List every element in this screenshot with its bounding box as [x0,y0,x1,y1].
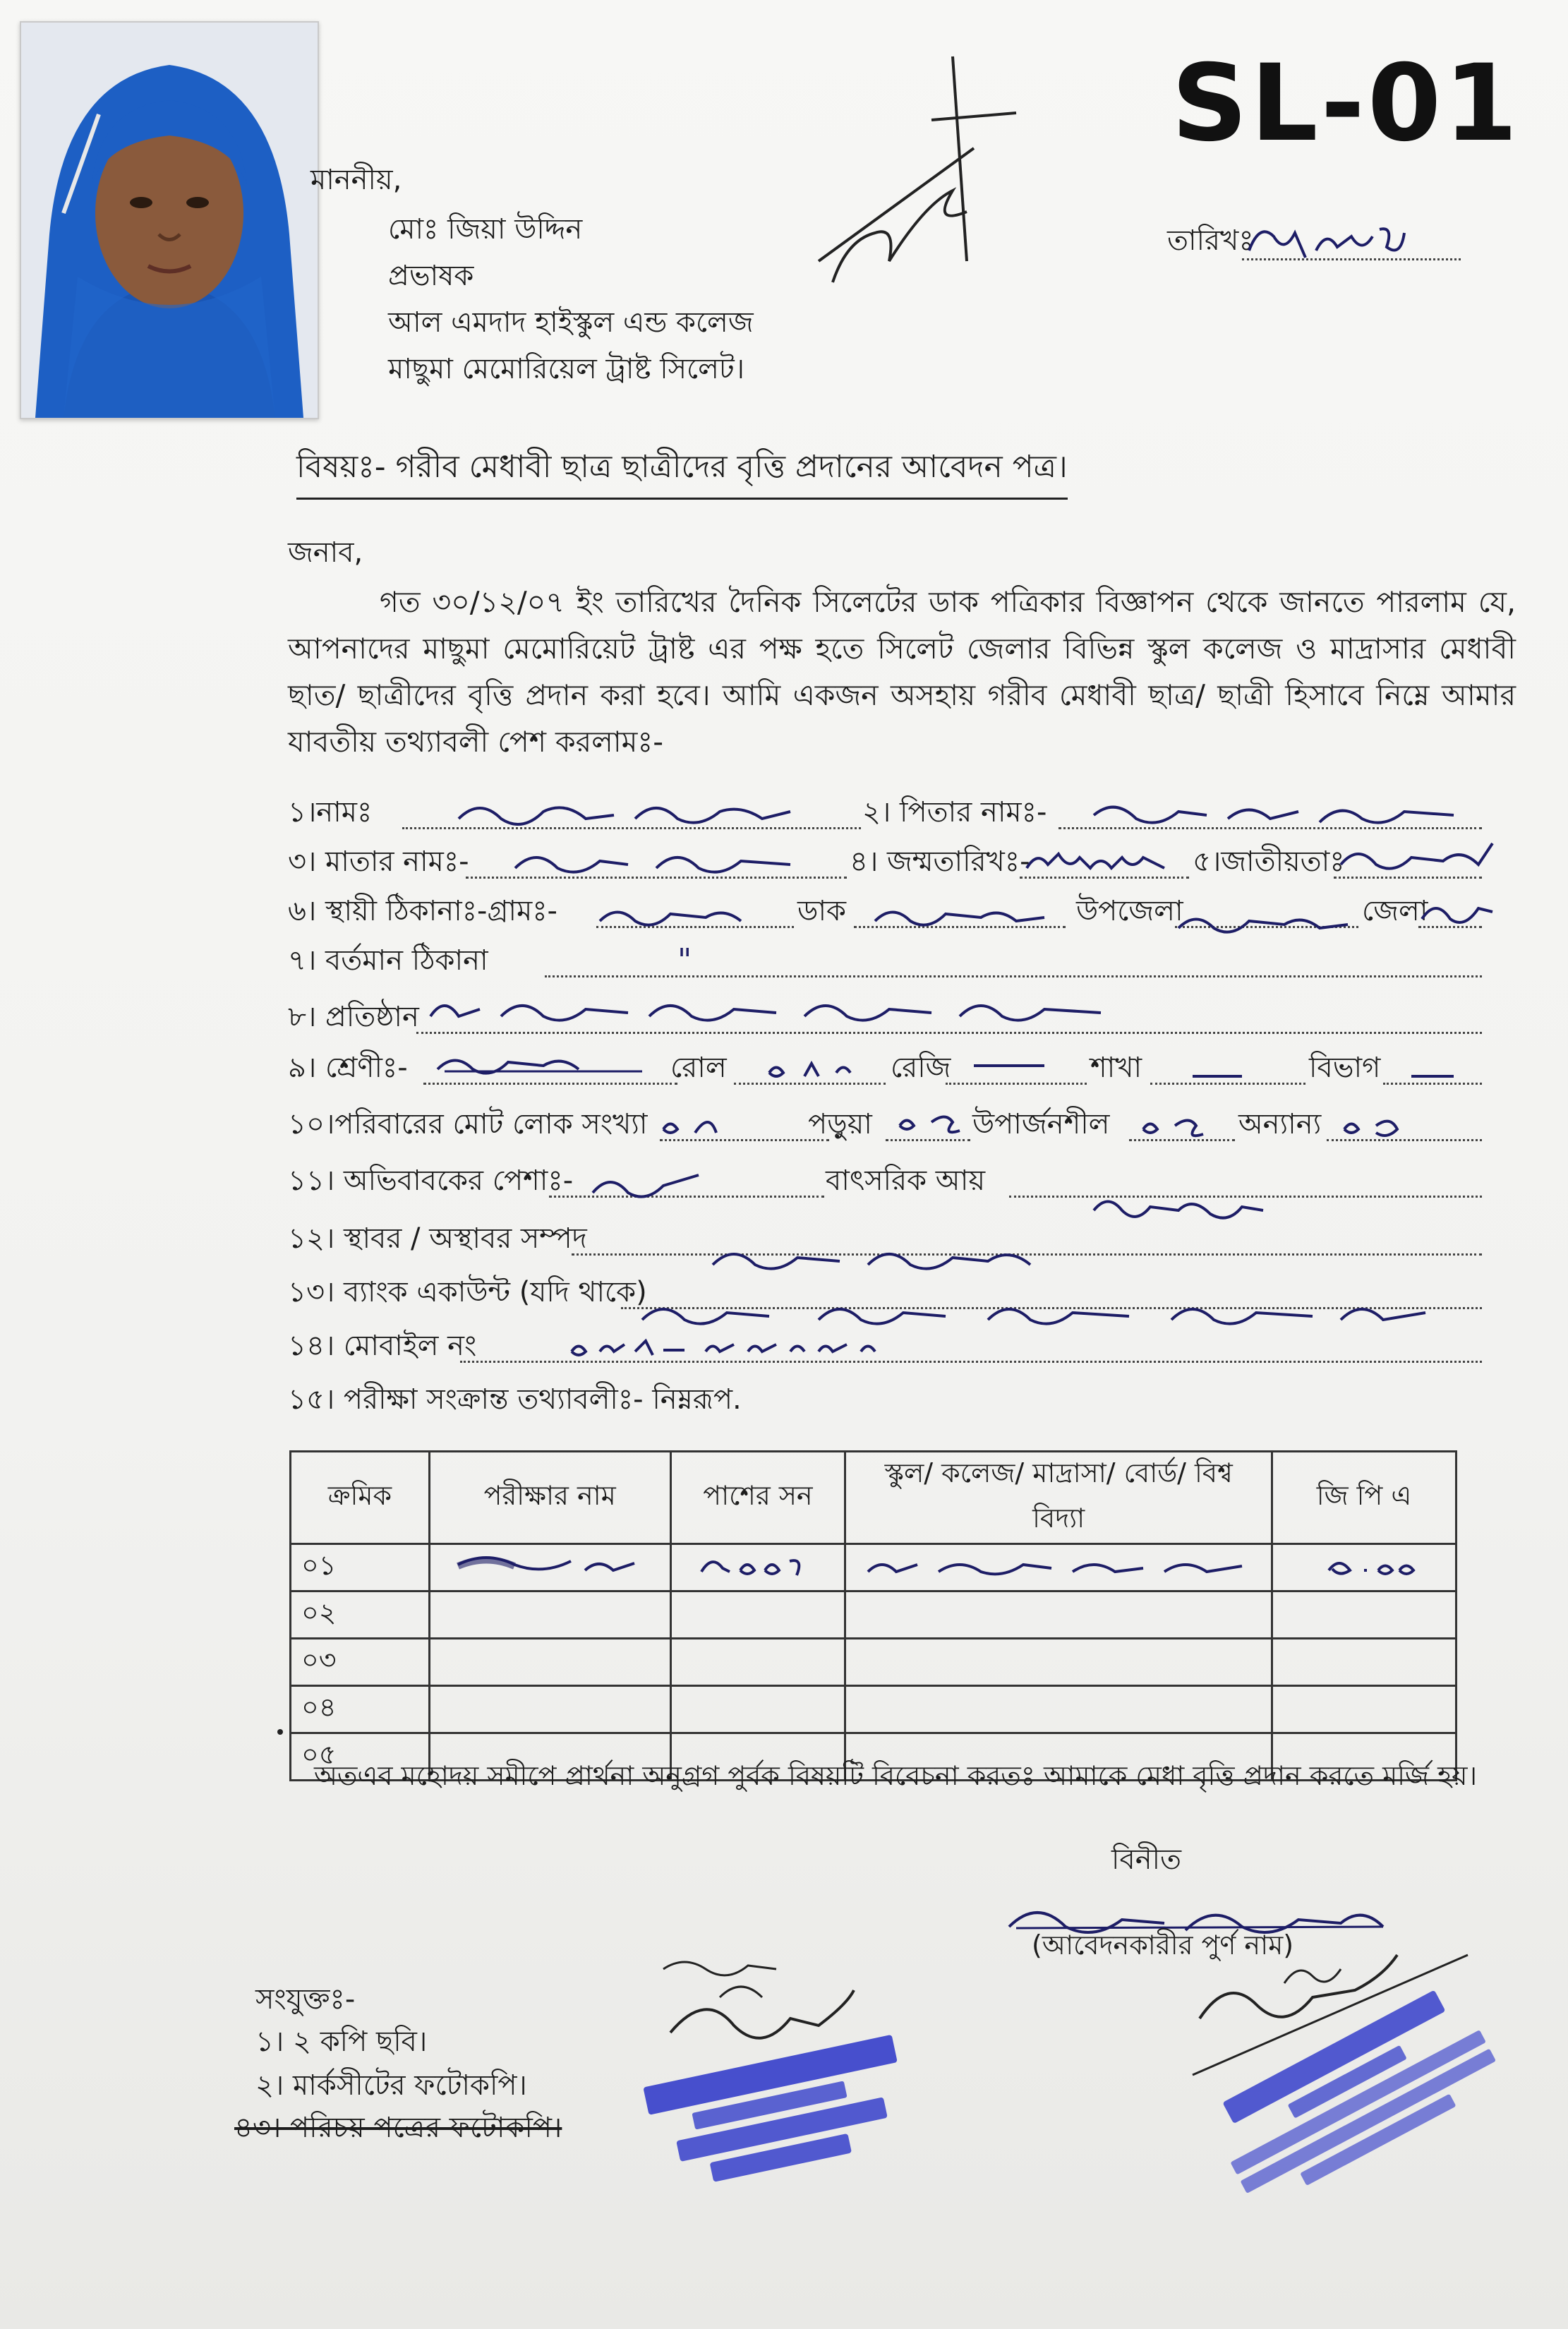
field-assets-label: ১২। স্থাবর / অস্থাবর সম্পদ [288,1222,587,1255]
field-current-address-label: ৭। বর্তমান ঠিকানা [288,944,488,977]
field-address-label: ৬। স্থায়ী ঠিকানাঃ-গ্রামঃ- [288,895,557,927]
post-handwriting [868,896,1051,932]
officer-stamp [1171,1934,1538,2230]
institution-handwriting [423,988,1115,1030]
vinito-label: বিনীত [1111,1843,1182,1876]
table-row [291,1591,1457,1639]
field-earners-label: উপার্জনশীল [972,1108,1110,1141]
ink-dot [277,1729,283,1735]
field-exam-info-label: ১৫। পরীক্ষা সংক্রান্ত তথ্যাবলীঃ- নিম্নরূপ. [288,1383,742,1416]
table-row [291,1686,1457,1733]
assets-handwriting [706,1236,1044,1279]
mobile-handwriting [565,1330,903,1366]
recipient-trust: মাছুমা মেমোরিয়েল ট্রাষ্ট সিলেট। [388,353,745,385]
field-roll-label: রোল [670,1052,727,1084]
dob-handwriting [1023,843,1186,879]
district-handwriting [1418,891,1496,933]
recipient-name: মোঃ জিয়া উদ্দিন [388,213,583,246]
field-branch-label: শাখা [1090,1052,1142,1084]
field-dob-label: ৪। জম্মতারিখঃ- [850,845,1030,878]
attachment-item: ২। মার্কসীটের ফটোকপি। [255,2069,527,2102]
earners-count-handwriting [1136,1112,1207,1140]
father-handwriting [1087,790,1468,833]
field-family-label: ১০।পরিবারের মোট লোক সংখ্যা [288,1108,648,1141]
field-upazila-label: উপজেলা [1076,895,1183,927]
bank-handwriting [635,1292,1440,1334]
name-handwriting [452,790,804,833]
field-nationality-label: ৫।জাতীয়তাঃ [1193,845,1345,878]
table-row [291,1639,1457,1686]
field-institution-line [416,1032,1482,1034]
applicant-name-label: (আবেদনকারীর পুর্ণ নাম) [1032,1930,1294,1961]
row-gpa [1272,1544,1457,1591]
others-count-handwriting [1337,1112,1408,1140]
students-count-handwriting [893,1108,970,1136]
field-income-label: বাৎসরিক আয় [826,1164,986,1197]
closing-line: অতএব মহোদয় সমীপে প্রার্থনা অনুগ্রগ পুর্বক বিষয়টি বিবেচনা করতঃ আমাকে মেধা বৃত্তি প্রদান করতে মর্জি হয়। [314,1760,1478,1791]
row-serial: ০৫ [291,1733,430,1781]
recipient-designation: প্রভাষক [388,260,474,292]
family-count-handwriting [656,1112,727,1140]
field-guardian-occupation-label: ১১। অভিবাবকের পেশাঃ- [288,1164,574,1197]
field-reg-label: রেজি [891,1052,951,1084]
recipient-institution: আল এমদাদ হাইস্কুল এন্ড কলেজ [388,306,754,339]
roll-handwriting [762,1055,868,1083]
table-header-row [291,1452,1457,1544]
field-class-label: ৯। শ্রেণীঃ- [288,1052,408,1084]
row-serial: ০১ [291,1544,430,1591]
applicant-photo [20,21,319,419]
attachment-item: ৪৩। পরিচয় পত্রের ফটোকপি। [234,2112,562,2144]
attachments-title: সংযুক্তঃ- [255,1983,356,2016]
form-code: SL-01 [1171,42,1521,165]
row-pass-year [670,1544,845,1591]
field-reg-line [946,1083,1087,1085]
class-handwriting [430,1045,656,1080]
branch-dash [1186,1066,1249,1087]
subject-line: বিষয়ঃ- গরীব মেধাবী ছাত্র ছাত্রীদের বৃত্তি প্রদানের আবেদন পত্র। [296,443,1068,500]
header-institution: স্কুল/ কলেজ/ মাদ্রাসা/ বোর্ড/ বিশ্ব বিদ্যা [845,1452,1272,1544]
income-handwriting [1087,1186,1270,1228]
reg-dash [967,1055,1051,1076]
field-institution-label: ৮। প্রতিষ্ঠান [288,1001,419,1033]
approval-scribble [790,49,1030,303]
upazila-handwriting [1171,903,1355,939]
row-institution [845,1544,1272,1591]
date-label: তারিখঃ [1167,224,1254,257]
field-name-label: ১।নামঃ [288,796,373,829]
greeting: জনাব, [288,536,363,569]
header-exam-name: পরীক্ষার নাম [429,1452,670,1544]
field-post-label: ডাক [797,895,847,927]
field-students-label: পড়ুয়া [808,1108,872,1141]
field-bank-label: ১৩। ব্যাংক একাউন্ট (যদি থাকে) [288,1276,647,1308]
current-address-ditto: " [677,942,692,978]
table-row [291,1544,1457,1591]
recipient-salutation: মাননীয়, [310,164,402,196]
field-mother-label: ৩। মাতার নামঃ- [288,845,469,878]
mother-handwriting [508,840,804,882]
row-serial: ০৪ [291,1686,430,1733]
exam-info-table [289,1450,1457,1781]
row-exam-name [429,1544,670,1591]
field-others-label: অন্যান্য [1238,1108,1322,1141]
field-mobile-label: ১৪। মোবাইল নং [288,1330,477,1362]
field-division-label: বিভাগ [1309,1052,1381,1084]
row-serial: ০৩ [291,1639,430,1686]
nationality-handwriting [1337,836,1500,879]
division-dash [1404,1066,1461,1087]
header-serial: ক্রমিক [291,1452,430,1544]
occupation-handwriting [586,1164,706,1207]
village-handwriting [593,896,762,932]
chairman-stamp [621,1948,924,2188]
header-gpa: জি পি এ [1272,1452,1457,1544]
body-paragraph: গত ৩০/১২/০৭ ইং তারিখের দৈনিক সিলেটের ডাক পত্রিকার বিজ্ঞাপন থেকে জানতে পারলাম যে, আপনাদের মাছুমা মেমোরিয়েট ট্রাষ্ট এর পক্ষ হতে সিলেট জেলার বিভিন্ন স্কুল কলেজ ও মাদ্রাসার মেধাবী ছাত/ ছাত্রীদের বৃত্তি প্রদান করা হবে। আমি একজন অসহায় গরীব মেধাবী ছাত্র/ ছাত্রী হিসাবে নিম্নে আমার যাবতীয় তথ্যাবলী পেশ করলামঃ- [288,585,1516,759]
field-students-line [886,1139,970,1141]
date-handwriting [1246,215,1408,265]
field-father-label: ২। পিতার নামঃ- [862,796,1047,829]
field-district-label: জেলা [1362,895,1428,927]
row-serial: ০২ [291,1591,430,1639]
attachment-item: ১। ২ কপি ছবি। [255,2026,428,2058]
field-class-line [423,1083,677,1085]
header-pass-year: পাশের সন [670,1452,845,1544]
